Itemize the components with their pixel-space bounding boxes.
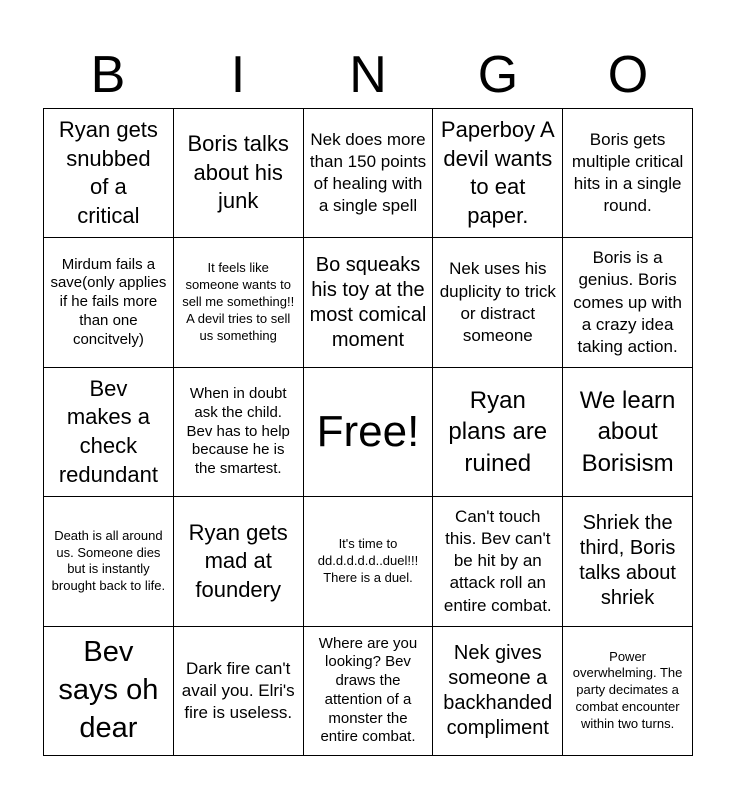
cell-text: Nek gives someone a backhanded compliment bbox=[443, 641, 553, 739]
bingo-cell[interactable] bbox=[44, 497, 174, 626]
free-cell[interactable] bbox=[304, 368, 434, 497]
cell-text: Dark fire can't avail you. Elri's fire is useless. bbox=[181, 658, 295, 722]
bingo-cell[interactable] bbox=[304, 109, 434, 238]
cell-text: It feels like someone wants to sell me something!! A devil tries to sell us something bbox=[182, 260, 295, 343]
bingo-cell[interactable] bbox=[304, 238, 434, 367]
bingo-cell[interactable] bbox=[563, 109, 693, 238]
cell-text: Bo squeaks his toy at the most comical moment bbox=[309, 253, 427, 351]
bingo-board bbox=[43, 108, 693, 756]
cell-text: Ryan gets mad at foundery bbox=[188, 519, 288, 602]
free-text: Free! bbox=[316, 406, 420, 456]
header-letter-n: N bbox=[349, 46, 387, 104]
bingo-cell[interactable] bbox=[174, 497, 304, 626]
bingo-cell[interactable] bbox=[44, 368, 174, 497]
cell-text: Where are you looking? Bev draws the attention of a monster the entire combat. bbox=[318, 634, 418, 746]
cell-text: Nek uses his duplicity to trick or distract someone bbox=[439, 259, 556, 345]
header-letter-b: B bbox=[90, 46, 126, 104]
bingo-cell[interactable] bbox=[563, 238, 693, 367]
bingo-cell[interactable] bbox=[174, 627, 304, 756]
cell-text: It's time to dd.d.d.d.d..duel!!! There is a duel. bbox=[317, 536, 419, 585]
bingo-cell[interactable] bbox=[433, 368, 563, 497]
bingo-cell[interactable] bbox=[433, 627, 563, 756]
bingo-cell[interactable] bbox=[563, 368, 693, 497]
cell-text: Bev makes a check redundant bbox=[58, 375, 158, 487]
header-letter-o: O bbox=[607, 46, 649, 104]
header-letter-g: G bbox=[477, 46, 519, 104]
bingo-cell[interactable] bbox=[304, 497, 434, 626]
cell-text: Power overwhelming. The party decimates a combat encounter within two turns. bbox=[572, 648, 683, 732]
bingo-cell[interactable] bbox=[44, 109, 174, 238]
cell-text: Boris gets multiple critical hits in a single round. bbox=[571, 130, 684, 216]
bingo-header bbox=[43, 42, 693, 108]
bingo-cell[interactable] bbox=[44, 238, 174, 367]
bingo-cell[interactable] bbox=[304, 627, 434, 756]
cell-text: Death is all around us. Someone dies but is instantly brought back to life. bbox=[51, 527, 166, 594]
cell-text: Nek does more than 150 points of healing with a single spell bbox=[309, 130, 427, 216]
bingo-cell[interactable] bbox=[44, 627, 174, 756]
cell-text: Boris is a genius. Boris comes up with a crazy idea taking action. bbox=[573, 248, 682, 356]
cell-text: Paperboy A devil wants to eat paper. bbox=[440, 117, 555, 228]
bingo-cell[interactable] bbox=[174, 238, 304, 367]
bingo-cell[interactable] bbox=[433, 497, 563, 626]
bingo-cell[interactable] bbox=[433, 109, 563, 238]
bingo-cell[interactable] bbox=[563, 627, 693, 756]
bingo-cell[interactable] bbox=[563, 497, 693, 626]
cell-text: Bev says oh dear bbox=[58, 636, 159, 744]
cell-text: Ryan plans are ruined bbox=[448, 387, 548, 477]
header-letter-i: I bbox=[230, 46, 246, 104]
bingo-cell[interactable] bbox=[433, 238, 563, 367]
cell-text: We learn about Borisism bbox=[579, 387, 676, 477]
cell-text: Can't touch this. Bev can't be hit by an attack roll an entire combat. bbox=[443, 507, 552, 615]
cell-text: When in doubt ask the child. Bev has to help because he is the smartest. bbox=[186, 385, 290, 478]
cell-text: Boris talks about his junk bbox=[187, 131, 289, 214]
cell-text: Ryan gets snubbed of a critical bbox=[58, 117, 158, 228]
bingo-cell[interactable] bbox=[174, 109, 304, 238]
cell-text: Shriek the third, Boris talks about shriek bbox=[579, 512, 676, 610]
cell-text: Mirdum fails a save(only applies if he fails more than one concitvely) bbox=[50, 255, 167, 348]
bingo-cell[interactable] bbox=[174, 368, 304, 497]
